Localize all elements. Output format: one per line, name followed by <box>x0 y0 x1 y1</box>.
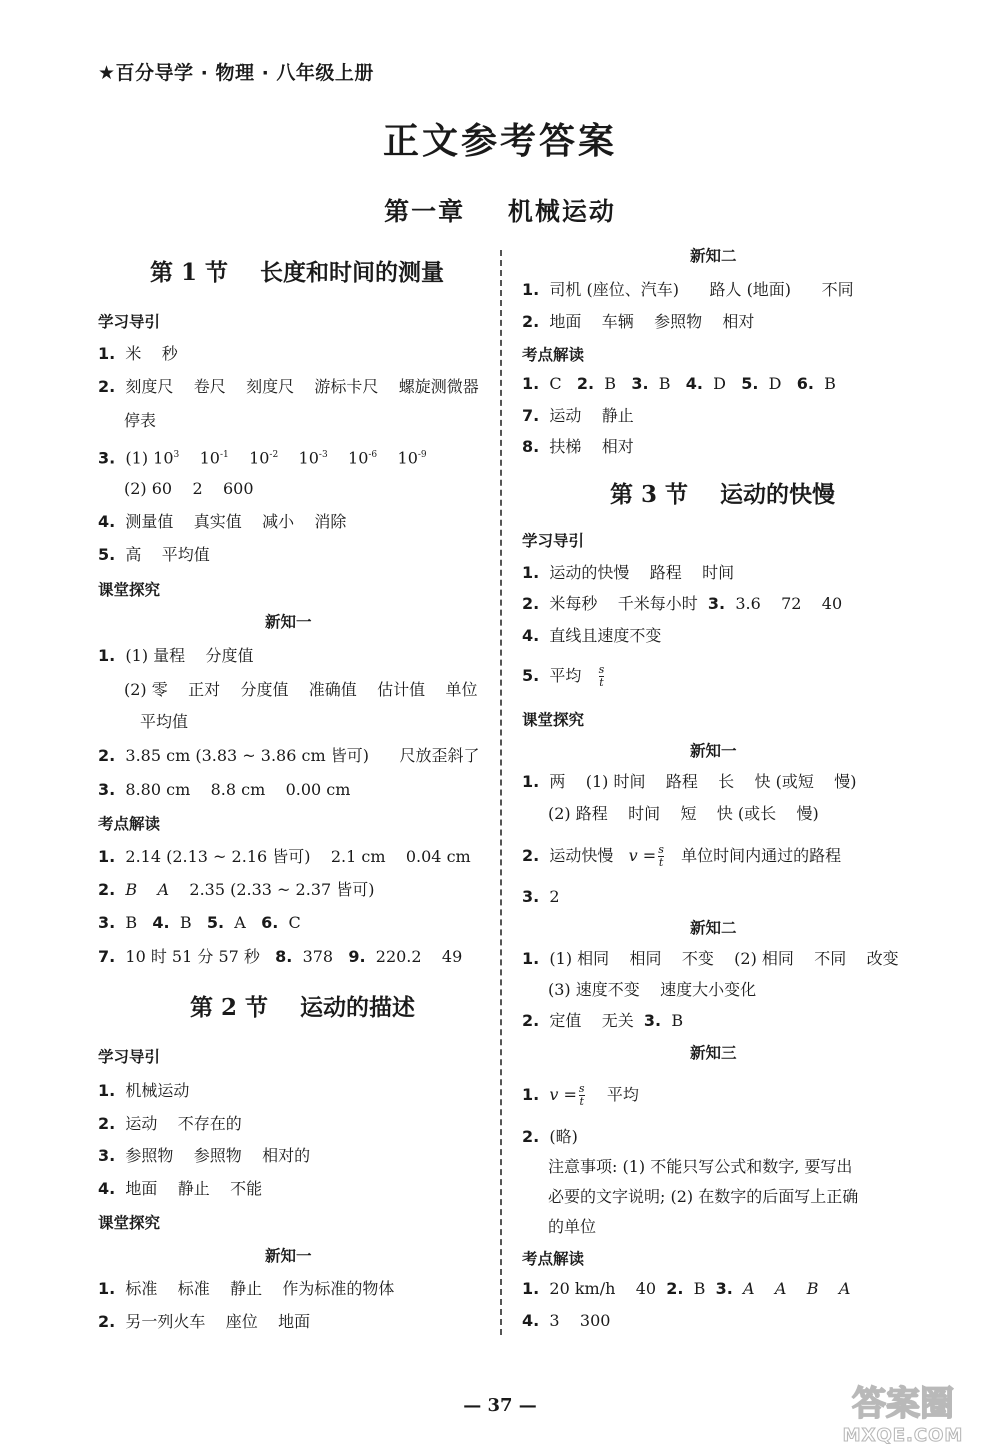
sub-heading: 新知二 <box>690 919 737 937</box>
answer-line: 2. 米每秒 千米每小时 3. 3.6 72 40 <box>522 594 843 613</box>
answer-line: 4. 测量值 真实值 减小 消除 <box>98 512 347 531</box>
answer-line: 4. 地面 静止 不能 <box>98 1179 263 1198</box>
answer-line: 2. B A 2.35 (2.33 ~ 2.37 皆可) <box>98 880 375 899</box>
answer-line: 4. 直线且速度不变 <box>522 626 662 645</box>
answer-line: (2) 零 正对 分度值 准确值 估计值 单位 <box>124 680 478 699</box>
watermark-url: MXQE.COM <box>842 1425 964 1446</box>
answer-line: 8. 扶梯 相对 <box>522 437 634 456</box>
section-heading: 学习导引 <box>98 313 161 331</box>
answer-line: 必要的文字说明; (2) 在数字的后面写上正确 <box>548 1187 859 1206</box>
answer-line: 注意事项: (1) 不能只写公式和数字, 要写出 <box>548 1157 853 1176</box>
section-heading: 考点解读 <box>522 1250 585 1268</box>
answer-line: 1. (1) 量程 分度值 <box>98 646 254 665</box>
answer-line: 2. 定值 无关 3. B <box>522 1011 684 1030</box>
answer-line: 2. (略) <box>522 1127 578 1146</box>
answer-line: 1. 米 秒 <box>98 344 178 363</box>
watermark-logo <box>818 1375 988 1447</box>
sub-heading: 新知三 <box>690 1044 737 1062</box>
answer-line: 1. (1) 相同 相同 不变 (2) 相同 不同 改变 <box>522 949 899 968</box>
answer-line: 1. C 2. B 3. B 4. D 5. D 6. B <box>522 374 836 393</box>
section-heading: 课堂探究 <box>98 1214 161 1232</box>
answer-line: 3. B 4. B 5. A 6. C <box>98 913 301 932</box>
section-heading: 考点解读 <box>98 815 161 833</box>
sub-heading: 新知一 <box>265 1247 312 1265</box>
answer-line: 1. 机械运动 <box>98 1081 190 1100</box>
answer-line: 1. 运动的快慢 路程 时间 <box>522 563 735 582</box>
answer-line: (3) 速度不变 速度大小变化 <box>548 980 757 999</box>
answer-line: 1. 两 (1) 时间 路程 长 快 (或短 慢) <box>522 772 857 791</box>
section-title: 第 3 节 运动的快慢 <box>610 481 836 508</box>
answer-line: 1. 2.14 (2.13 ~ 2.16 皆可) 2.1 cm 0.04 cm <box>98 847 471 866</box>
answer-line: 1. 司机 (座位、汽车) 路人 (地面) 不同 <box>522 280 854 299</box>
section-heading: 课堂探究 <box>522 711 585 729</box>
answer-line: (2) 60 2 600 <box>124 479 254 498</box>
answer-line: 4. 3 300 <box>522 1311 611 1330</box>
answer-line: 2. 3.85 cm (3.83 ~ 3.86 cm 皆可) 尺放歪斜了 <box>98 746 480 765</box>
page-number: — 37 — <box>463 1395 537 1416</box>
answer-line: 1. 20 km/h 40 2. B 3. A A B A <box>522 1279 851 1298</box>
section-heading: 学习导引 <box>522 532 585 550</box>
answer-line: 2. 刻度尺 卷尺 刻度尺 游标卡尺 螺旋测微器 <box>98 377 479 396</box>
answer-line: 3. 2 <box>522 887 560 906</box>
page-title: 正文参考答案 <box>382 120 617 162</box>
answer-line: 平均值 <box>140 712 189 731</box>
fraction-s-over-t: $\frac{s}{t}$ <box>598 663 605 689</box>
sub-heading: 新知二 <box>690 247 737 265</box>
answer-line: 停表 <box>124 411 157 430</box>
answer-line: 3. 参照物 参照物 相对的 <box>98 1146 311 1165</box>
answer-line: 2. 运动快慢 v = $\frac{s}{t}$ 单位时间内通过的路程 <box>522 843 842 869</box>
chapter-title: 第一章 机械运动 <box>384 197 616 226</box>
answer-line: 3. 8.80 cm 8.8 cm 0.00 cm <box>98 780 351 799</box>
answer-line: 2. 另一列火车 座位 地面 <box>98 1312 311 1331</box>
sub-heading: 新知一 <box>690 742 737 760</box>
answer-line: 2. 运动 不存在的 <box>98 1114 242 1133</box>
section-heading: 课堂探究 <box>98 581 161 599</box>
answer-line: 2. 地面 车辆 参照物 相对 <box>522 312 755 331</box>
section-title: 第 1 节 长度和时间的测量 <box>150 259 445 286</box>
answer-line: 5. 高 平均值 <box>98 545 210 564</box>
answer-line: 3. (1) $10^3$ $10^{-1}$ $10^{-2}$ $10^{-3}$ $10^{-6}$ $10^{-9}$ <box>98 448 427 468</box>
sub-heading: 新知一 <box>265 613 312 631</box>
book-header: ★百分导学 · 物理 · 八年级上册 <box>98 62 374 84</box>
fraction-s-over-t: $\frac{s}{t}$ <box>578 1082 585 1108</box>
watermark-text: 答案圈 <box>852 1384 954 1424</box>
fraction-s-over-t: $\frac{s}{t}$ <box>658 843 664 869</box>
answer-line: 1. 标准 标准 静止 作为标准的物体 <box>98 1279 395 1298</box>
section-title: 第 2 节 运动的描述 <box>190 994 416 1021</box>
answer-line: 7. 10 时 51 分 57 秒 8. 378 9. 220.2 49 <box>98 947 463 966</box>
answer-line: (2) 路程 时间 短 快 (或长 慢) <box>548 804 819 823</box>
answer-line: 5. 平均 $\frac{s}{t}$ <box>522 663 605 689</box>
answer-line: 7. 运动 静止 <box>522 406 634 425</box>
column-divider <box>500 250 502 1335</box>
section-heading: 考点解读 <box>522 346 585 364</box>
answer-line: 1. v = $\frac{s}{t}$ 平均 <box>522 1082 639 1108</box>
answer-line: 的单位 <box>548 1217 597 1236</box>
section-heading: 学习导引 <box>98 1048 161 1066</box>
